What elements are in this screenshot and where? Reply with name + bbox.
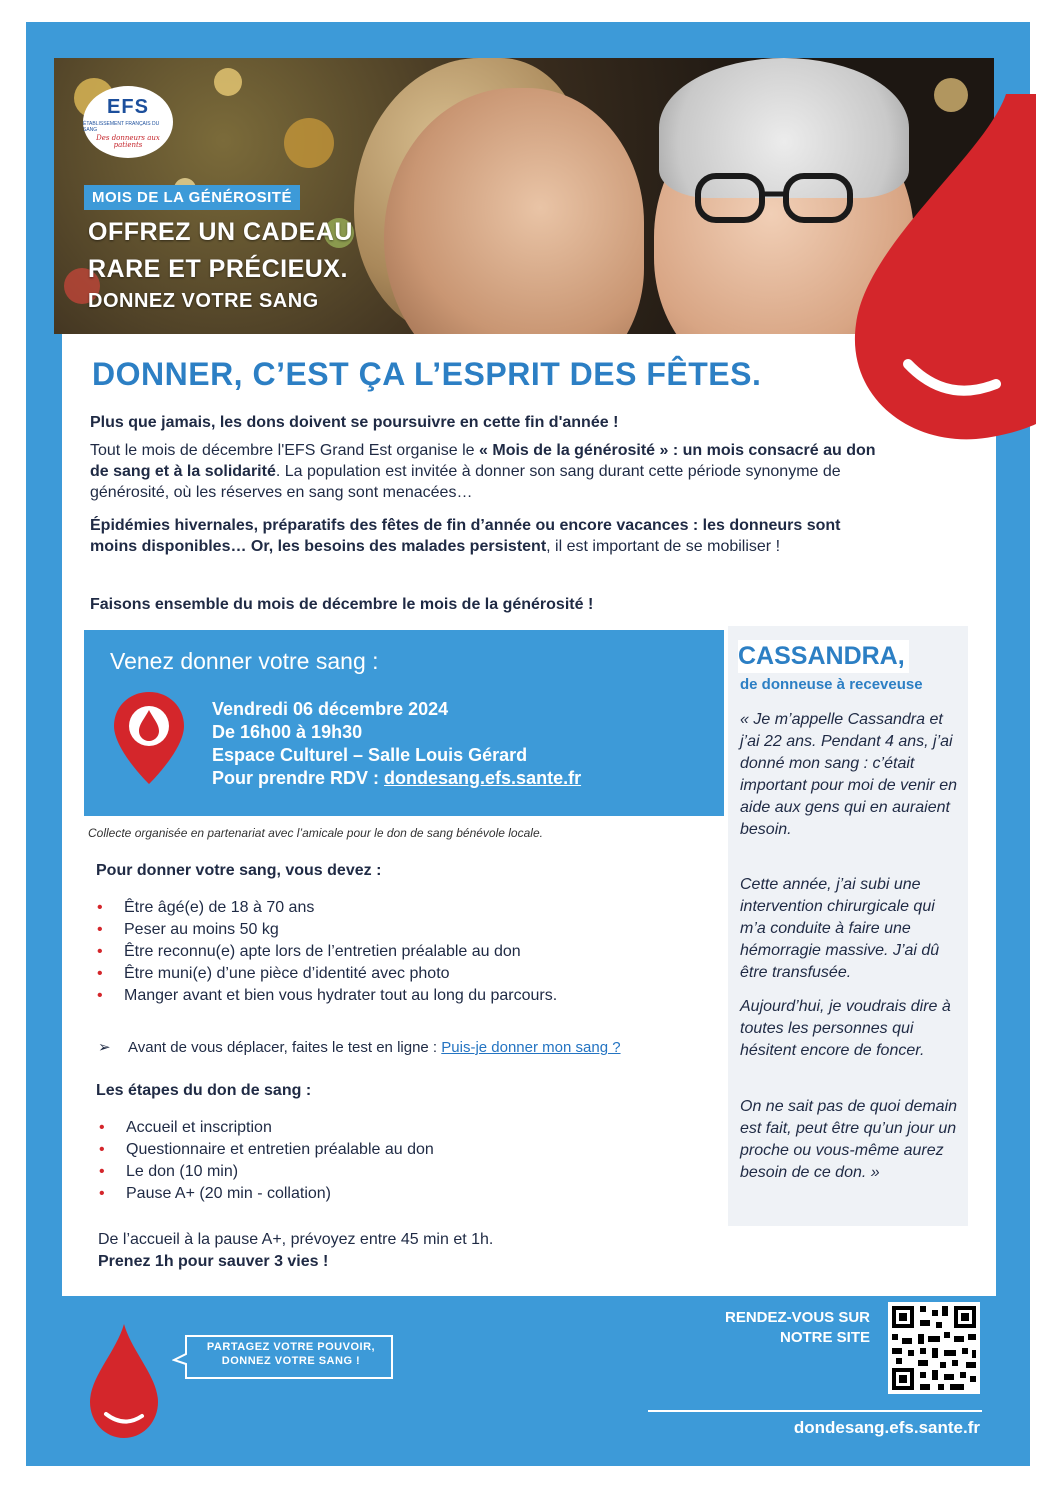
testimonial-quote-4: On ne sait pas de quoi demain est fait, peut être qu’un jour un proche ou vous-même aurez besoin de ce don. » <box>740 1098 958 1181</box>
hero-headline-2: RARE ET PRÉCIEUX. <box>88 255 348 283</box>
qr-code-icon[interactable] <box>888 1302 980 1394</box>
save-lives-text: Prenez 1h pour sauver 3 vies ! <box>98 1253 329 1270</box>
blood-drop-icon <box>86 1322 162 1440</box>
testimonial-name: CASSANDRA, <box>738 640 909 673</box>
visit-site-label: RENDEZ-VOUS SUR NOTRE SITE <box>724 1309 870 1346</box>
steps-list <box>96 1117 434 1205</box>
testimonial-quote-1: « Je m’appelle Cassandra et j’ai 22 ans. Pendant 4 ans, j’ai donné mon sang : c’était important pour moi de venir en aide aux gens qui en auraient besoin. <box>740 711 957 838</box>
rdv-link[interactable]: dondesang.efs.sante.fr <box>384 768 582 788</box>
share-slogan: PARTAGEZ VOTRE POUVOIR, DONNEZ VOTRE SANG ! <box>206 1341 376 1367</box>
arrow-icon: ➢ <box>98 1039 111 1056</box>
footer-divider <box>648 1410 982 1412</box>
list-item: • Être âgé(e) de 18 à 70 ans <box>94 897 557 919</box>
list-item: • Le don (10 min) <box>96 1161 434 1183</box>
testimonial-subtitle: de donneuse à receveuse <box>740 676 923 693</box>
site-link[interactable]: dondesang.efs.sante.fr <box>793 1418 980 1437</box>
intro-paragraph-2: Tout le mois de décembre l'EFS Grand Est organise le « Mois de la générosité » : un mois consacré au don de sang et à la solidarité. La population est invitée à donner son sang durant cette période synonyme de générosité, où les réserves en sang sont menacées… <box>90 442 876 501</box>
event-place: Espace Culturel – Salle Louis Gérard <box>212 745 528 765</box>
partnership-note: Collecte organisée en partenariat avec l’amicale pour le don de sang bénévole locale. <box>88 826 543 840</box>
event-rdv: Pour prendre RDV : dondesang.efs.sante.fr <box>212 768 582 788</box>
conditions-list <box>94 897 557 1007</box>
page-title: DONNER, C’EST ÇA L’ESPRIT DES FÊTES. <box>92 356 762 392</box>
list-item: • Manger avant et bien vous hydrater tout au long du parcours. <box>94 985 557 1007</box>
location-pin-icon <box>112 690 186 786</box>
list-item: • Pause A+ (20 min - collation) <box>96 1183 434 1205</box>
event-details <box>212 698 581 790</box>
conditions-heading: Pour donner votre sang, vous devez : <box>96 862 382 879</box>
list-item: • Questionnaire et entretien préalable au don <box>96 1139 434 1161</box>
testimonial-quote-2: Cette année, j’ai subi une intervention chirurgicale qui m’a conduite à faire une hémorragie massive. J’ai dû être transfusée. <box>740 876 940 981</box>
test-link[interactable]: Puis-je donner mon sang ? <box>441 1039 621 1056</box>
event-time: De 16h00 à 19h30 <box>212 722 363 742</box>
steps-heading: Les étapes du don de sang : <box>96 1082 312 1099</box>
efs-logo: EFS ÉTABLISSEMENT FRANÇAIS DU SANG Des donneurs aux patients <box>83 86 173 158</box>
duration-text: De l’accueil à la pause A+, prévoyez entre 45 min et 1h. <box>98 1231 494 1248</box>
list-item: • Être muni(e) d’une pièce d’identité avec photo <box>94 963 557 985</box>
list-item: • Accueil et inscription <box>96 1117 434 1139</box>
intro-paragraph-4: Faisons ensemble du mois de décembre le mois de la générosité ! <box>90 596 594 613</box>
intro-paragraph-1: Plus que jamais, les dons doivent se poursuivre en cette fin d'année ! <box>90 414 619 431</box>
list-item: • Peser au moins 50 kg <box>94 919 557 941</box>
blood-drop-icon <box>836 94 1036 444</box>
event-heading: Venez donner votre sang : <box>110 648 379 674</box>
online-test-line: ➢ Avant de vous déplacer, faites le test en ligne : Puis-je donner mon sang ? <box>98 1039 621 1056</box>
hero-headline-1: OFFREZ UN CADEAU <box>88 218 353 246</box>
intro-paragraph-3: Épidémies hivernales, préparatifs des fêtes de fin d’année ou encore vacances : les donneurs sont moins disponibles… Or, les besoins des malades persistent, il est important de se mobiliser ! <box>90 517 841 555</box>
list-item: • Être reconnu(e) apte lors de l’entretien préalable au don <box>94 941 557 963</box>
hero-headline-3: DONNEZ VOTRE SANG <box>88 290 319 312</box>
month-badge: MOIS DE LA GÉNÉROSITÉ <box>84 185 300 210</box>
testimonial-quote-3: Aujourd’hui, je voudrais dire à toutes les personnes qui hésitent encore de foncer. <box>740 998 951 1059</box>
event-date: Vendredi 06 décembre 2024 <box>212 699 449 719</box>
